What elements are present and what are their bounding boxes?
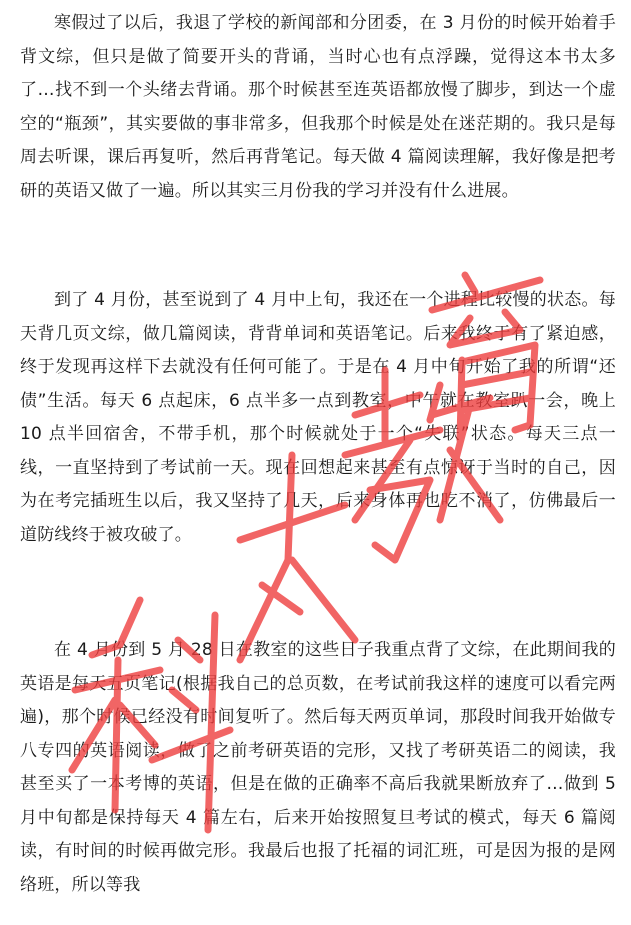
paragraph-1: 寒假过了以后，我退了学校的新闻部和分团委，在 3 月份的时候开始着手背文综，但只是做了简要开头的背诵，当时心也有点浮躁，觉得这本书太多了…找不到一个头绪去背诵。那个时候甚至连英语都放慢了脚步，到达一个虚空的“瓶颈”，其实要做的事非常多，但我那个时候是处在迷茫期的。我只是每周去听课，课后再复听，然后再背笔记。每天做 4 篇阅读理解，我好像是把考研的英语又做了一遍。所以其实三月份我的学习并没有什么进展。: [20, 13, 616, 201]
paragraph-3: 在 4 月份到 5 月 28 日在教室的这些日子我重点背了文综，在此期间我的英语是每天五页笔记(根据我自己的总页数，在考试前我这样的速度可以看完两遍)，那个时候已经没有时间复听了。然后每天两页单词，那段时间我开始做专八专四的英语阅读，做了之前考研英语的完形，又找了考研英语二的阅读，我甚至买了一本考博的英语，但是在做的正确率不高后我就果断放弃了…做到 5 月中旬都是保持每天 4 篇左右，后来开始按照复旦考试的模式，每天 6 篇阅读，有时间的时候再做完形。我最后也报了托福的词汇班，可是因为报的是网络班，所以等我: [20, 640, 616, 895]
paragraph-2: 到了 4 月份，甚至说到了 4 月中上旬，我还在一个进程比较慢的状态。每天背几页文综，做几篇阅读，背背单词和英语笔记。后来我终于有了紧迫感，终于发现再这样下去就没有任何可能了。于是在 4 月中旬开始了我的所谓“还债”生活。每天 6 点起床，6 点半多一点到教室，中午就在教室趴一会，晚上 10 点半回宿舍，不带手机，那个时候就处于一个“失联”状态。每天三点一线，一直坚持到了考试前一天。现在回想起来甚至有点惊讶于当时的自己，因为在考完插班生以后，我又坚持了几天，后来身体再也吃不消了，仿佛最后一道防线终于被攻破了。: [20, 290, 616, 545]
